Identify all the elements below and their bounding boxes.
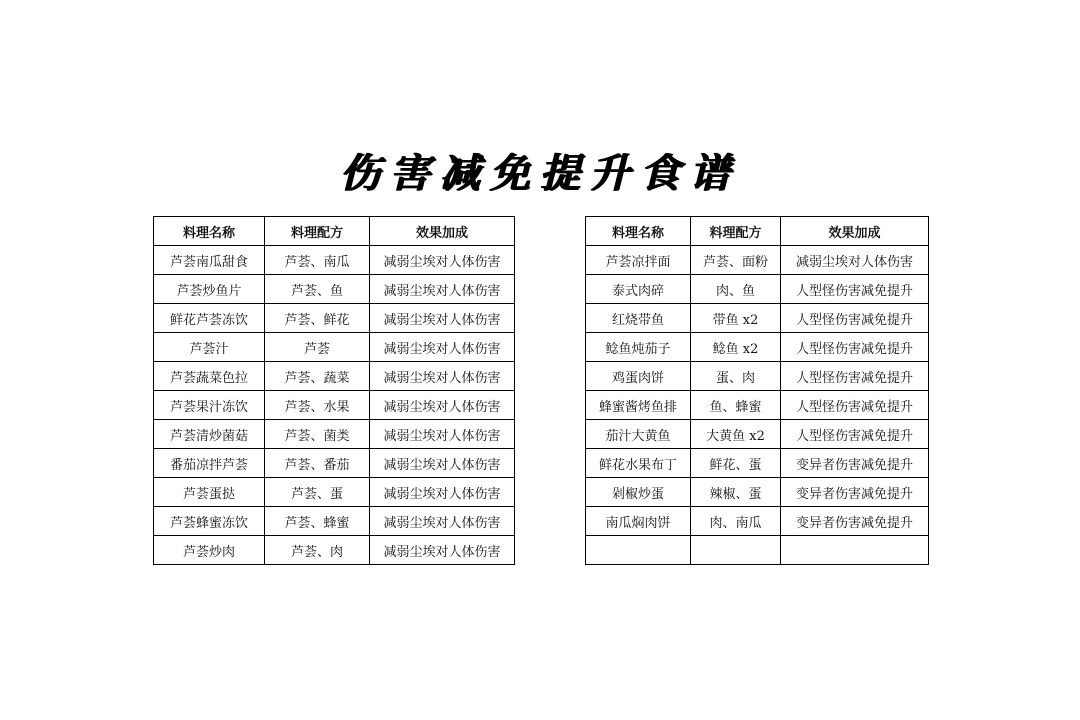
dish-name-cell: 芦荟蛋挞 bbox=[154, 478, 265, 507]
table-row bbox=[586, 391, 929, 420]
recipe-cell: 带鱼 x2 bbox=[691, 304, 781, 333]
dish-name-cell: 南瓜焖肉饼 bbox=[586, 507, 691, 536]
effect-cell: 人型怪伤害减免提升 bbox=[781, 420, 929, 449]
recipe-cell: 芦荟、蔬菜 bbox=[265, 362, 370, 391]
effect-cell: 人型怪伤害减免提升 bbox=[781, 304, 929, 333]
recipe-cell: 鲜花、蛋 bbox=[691, 449, 781, 478]
table-row bbox=[154, 420, 515, 449]
recipe-cell: 芦荟、水果 bbox=[265, 391, 370, 420]
recipe-cell: 鲶鱼 x2 bbox=[691, 333, 781, 362]
page-title: 伤害减免提升食谱 bbox=[340, 150, 740, 197]
dish-name-cell: 鲜花芦荟冻饮 bbox=[154, 304, 265, 333]
dish-name-cell: 芦荟汁 bbox=[154, 333, 265, 362]
recipe-cell: 大黄鱼 x2 bbox=[691, 420, 781, 449]
recipe-table-left bbox=[153, 216, 515, 565]
effect-cell: 减弱尘埃对人体伤害 bbox=[370, 391, 515, 420]
effect-cell: 减弱尘埃对人体伤害 bbox=[370, 333, 515, 362]
dish-name-cell: 蜂蜜酱烤鱼排 bbox=[586, 391, 691, 420]
effect-cell: 减弱尘埃对人体伤害 bbox=[370, 449, 515, 478]
table-header-row bbox=[586, 217, 929, 246]
recipe-cell: 芦荟、南瓜 bbox=[265, 246, 370, 275]
header-effect: 效果加成 bbox=[781, 217, 929, 246]
table-row bbox=[154, 304, 515, 333]
recipe-cell: 辣椒、蛋 bbox=[691, 478, 781, 507]
effect-cell: 减弱尘埃对人体伤害 bbox=[370, 246, 515, 275]
recipe-cell: 芦荟、蜂蜜 bbox=[265, 507, 370, 536]
effect-cell: 减弱尘埃对人体伤害 bbox=[370, 304, 515, 333]
recipe-cell: 芦荟、面粉 bbox=[691, 246, 781, 275]
recipe-cell bbox=[691, 536, 781, 565]
table-row bbox=[586, 246, 929, 275]
effect-cell bbox=[781, 536, 929, 565]
effect-cell: 人型怪伤害减免提升 bbox=[781, 275, 929, 304]
table-row bbox=[154, 246, 515, 275]
recipe-cell: 芦荟、鲜花 bbox=[265, 304, 370, 333]
table-row bbox=[154, 449, 515, 478]
recipe-cell: 鱼、蜂蜜 bbox=[691, 391, 781, 420]
table-row bbox=[586, 362, 929, 391]
dish-name-cell: 芦荟炒鱼片 bbox=[154, 275, 265, 304]
table-row bbox=[586, 420, 929, 449]
table-row bbox=[586, 507, 929, 536]
effect-cell: 减弱尘埃对人体伤害 bbox=[370, 362, 515, 391]
table-row bbox=[154, 507, 515, 536]
dish-name-cell: 剁椒炒蛋 bbox=[586, 478, 691, 507]
table-row bbox=[154, 275, 515, 304]
dish-name-cell: 芦荟蔬菜色拉 bbox=[154, 362, 265, 391]
dish-name-cell: 芦荟南瓜甜食 bbox=[154, 246, 265, 275]
table-row bbox=[586, 333, 929, 362]
table-row bbox=[586, 478, 929, 507]
table-header-row bbox=[154, 217, 515, 246]
effect-cell: 减弱尘埃对人体伤害 bbox=[370, 420, 515, 449]
recipe-cell: 芦荟 bbox=[265, 333, 370, 362]
recipe-cell: 肉、南瓜 bbox=[691, 507, 781, 536]
recipe-table-right bbox=[585, 216, 929, 565]
table-row bbox=[154, 536, 515, 565]
table-row bbox=[586, 449, 929, 478]
table-row bbox=[586, 275, 929, 304]
dish-name-cell bbox=[586, 536, 691, 565]
header-recipe: 料理配方 bbox=[691, 217, 781, 246]
table-row bbox=[154, 391, 515, 420]
dish-name-cell: 番茄凉拌芦荟 bbox=[154, 449, 265, 478]
dish-name-cell: 鲶鱼炖茄子 bbox=[586, 333, 691, 362]
recipe-cell: 芦荟、肉 bbox=[265, 536, 370, 565]
table-row bbox=[586, 536, 929, 565]
effect-cell: 人型怪伤害减免提升 bbox=[781, 362, 929, 391]
effect-cell: 人型怪伤害减免提升 bbox=[781, 391, 929, 420]
effect-cell: 减弱尘埃对人体伤害 bbox=[370, 507, 515, 536]
recipe-cell: 芦荟、鱼 bbox=[265, 275, 370, 304]
dish-name-cell: 茄汁大黄鱼 bbox=[586, 420, 691, 449]
recipe-cell: 蛋、肉 bbox=[691, 362, 781, 391]
table-row bbox=[154, 362, 515, 391]
dish-name-cell: 红烧带鱼 bbox=[586, 304, 691, 333]
header-recipe: 料理配方 bbox=[265, 217, 370, 246]
header-dish-name: 料理名称 bbox=[586, 217, 691, 246]
table-row bbox=[154, 478, 515, 507]
effect-cell: 变异者伤害减免提升 bbox=[781, 478, 929, 507]
header-effect: 效果加成 bbox=[370, 217, 515, 246]
table-row bbox=[586, 304, 929, 333]
effect-cell: 变异者伤害减免提升 bbox=[781, 449, 929, 478]
dish-name-cell: 泰式肉碎 bbox=[586, 275, 691, 304]
recipe-cell: 芦荟、番茄 bbox=[265, 449, 370, 478]
effect-cell: 减弱尘埃对人体伤害 bbox=[781, 246, 929, 275]
table-row bbox=[154, 333, 515, 362]
effect-cell: 减弱尘埃对人体伤害 bbox=[370, 275, 515, 304]
dish-name-cell: 芦荟果汁冻饮 bbox=[154, 391, 265, 420]
dish-name-cell: 鸡蛋肉饼 bbox=[586, 362, 691, 391]
effect-cell: 人型怪伤害减免提升 bbox=[781, 333, 929, 362]
effect-cell: 减弱尘埃对人体伤害 bbox=[370, 478, 515, 507]
recipe-cell: 芦荟、蛋 bbox=[265, 478, 370, 507]
dish-name-cell: 芦荟清炒菌菇 bbox=[154, 420, 265, 449]
recipe-cell: 芦荟、菌类 bbox=[265, 420, 370, 449]
dish-name-cell: 芦荟蜂蜜冻饮 bbox=[154, 507, 265, 536]
dish-name-cell: 鲜花水果布丁 bbox=[586, 449, 691, 478]
header-dish-name: 料理名称 bbox=[154, 217, 265, 246]
dish-name-cell: 芦荟炒肉 bbox=[154, 536, 265, 565]
effect-cell: 变异者伤害减免提升 bbox=[781, 507, 929, 536]
recipe-cell: 肉、鱼 bbox=[691, 275, 781, 304]
effect-cell: 减弱尘埃对人体伤害 bbox=[370, 536, 515, 565]
dish-name-cell: 芦荟凉拌面 bbox=[586, 246, 691, 275]
